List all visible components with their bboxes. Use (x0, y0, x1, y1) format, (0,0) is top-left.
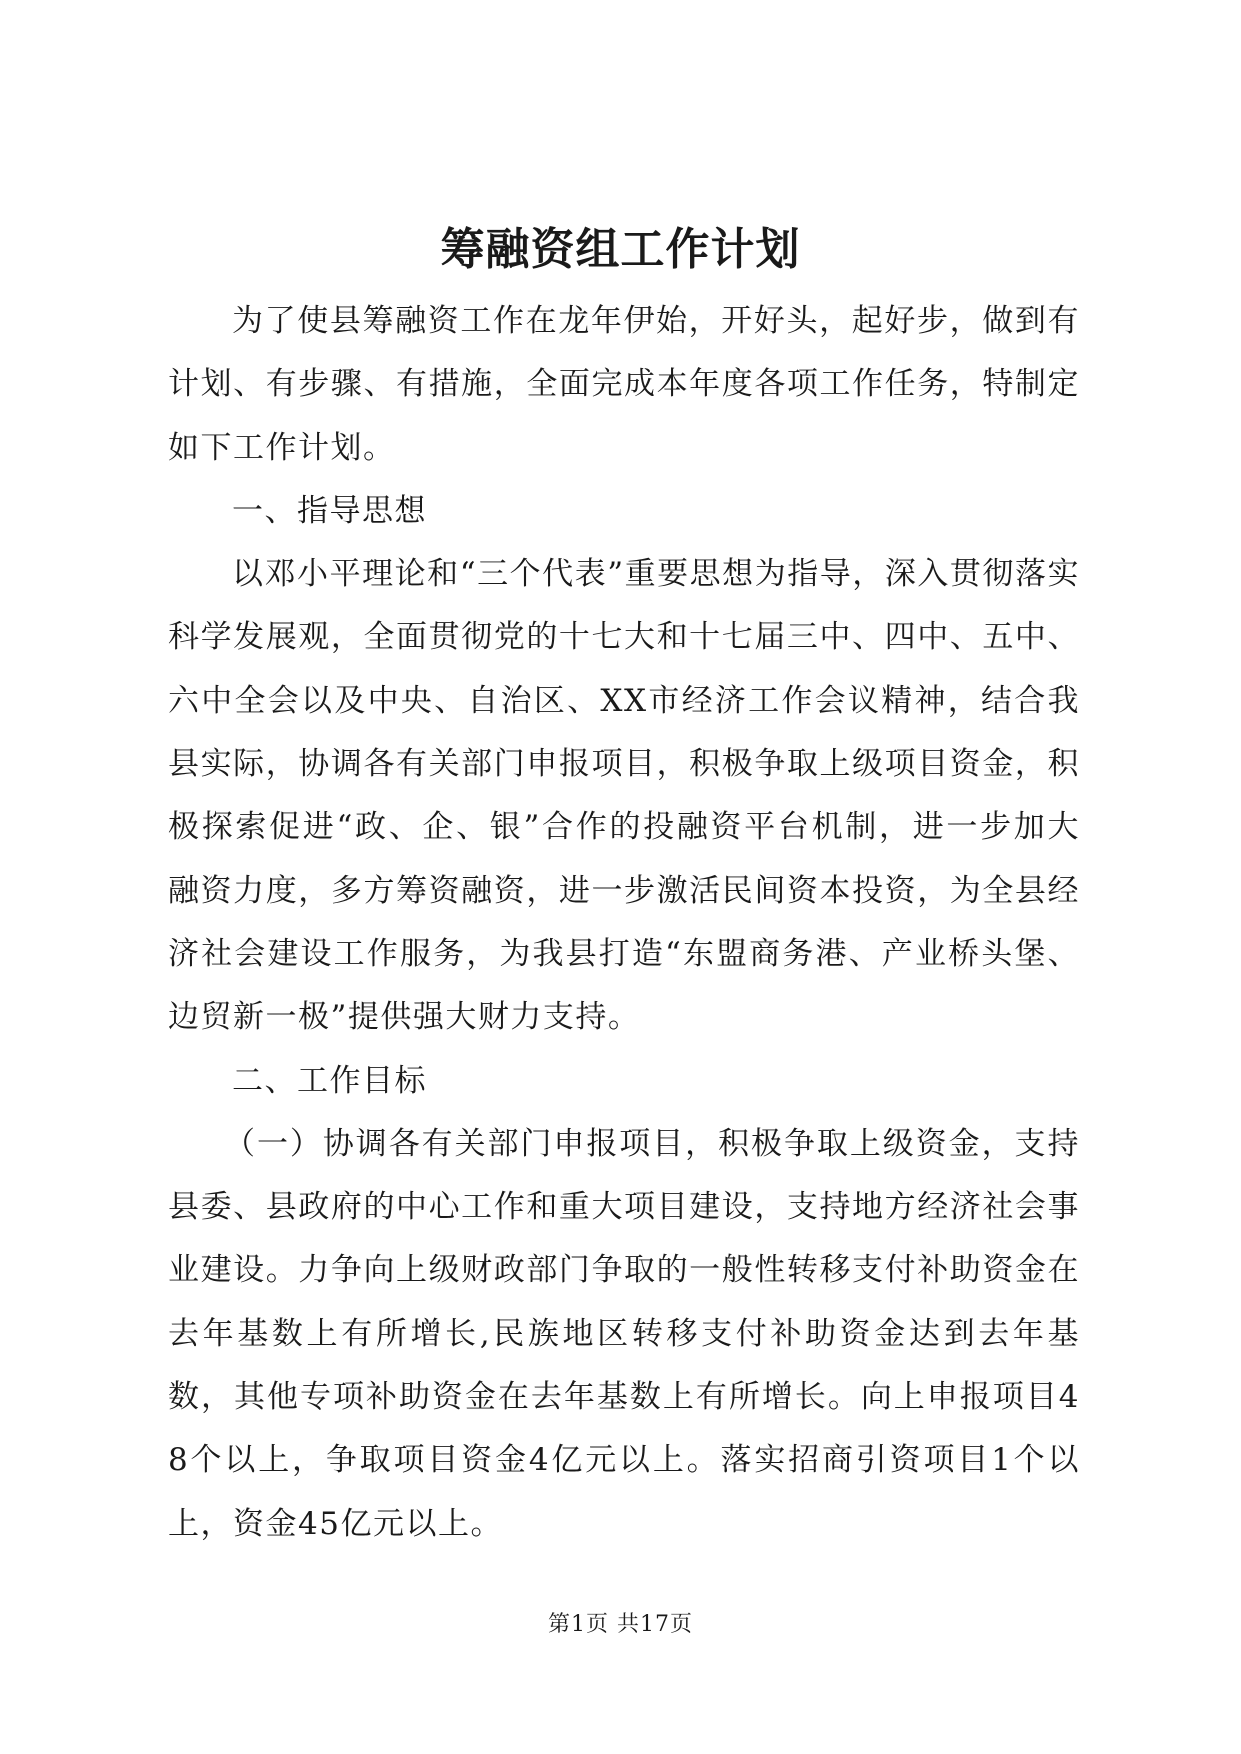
page-number-footer: 第1页 共17页 (548, 1612, 693, 1637)
document-body (168, 290, 1080, 1556)
document-title: 筹融资组工作计划 (440, 224, 801, 275)
guiding-ideology-paragraph: 以邓小平理论和“三个代表”重要思想为指导，深入贯彻落实科学发展观，全面贯彻党的十七大和十七届三中、四中、五中、六中全会以及中央、自治区、XX市经济工作会议精神，结合我县实际，协调各有关部门申报项目，积极争取上级项目资金，积极探索促进“政、企、银”合作的投融资平台机制，进一步加大融资力度，多方筹资融资，进一步激活民间资本投资，为全县经济社会建设工作服务，为我县打造“东盟商务港、产业桥头堡、边贸新一极”提供强大财力支持。 (168, 556, 1080, 1036)
section-heading-guiding-ideology: 一、指导思想 (232, 492, 427, 529)
intro-paragraph: 为了使县筹融资工作在龙年伊始，开好头，起好步，做到有计划、有步骤、有措施，全面完成本年度各项工作任务，特制定如下工作计划。 (168, 303, 1080, 466)
work-goals-paragraph-1: （一）协调各有关部门申报项目，积极争取上级资金，支持县委、县政府的中心工作和重大项目建设，支持地方经济社会事业建设。力争向上级财政部门争取的一般性转移支付补助资金在去年基数上有所增长,民族地区转移支付补助资金达到去年基数，其他专项补助资金在去年基数上有所增长。向上申报项目48个以上，争取项目资金4亿元以上。落实招商引资项目1个以上，资金45亿元以上。 (168, 1125, 1080, 1542)
section-heading-work-goals: 二、工作目标 (232, 1062, 427, 1099)
